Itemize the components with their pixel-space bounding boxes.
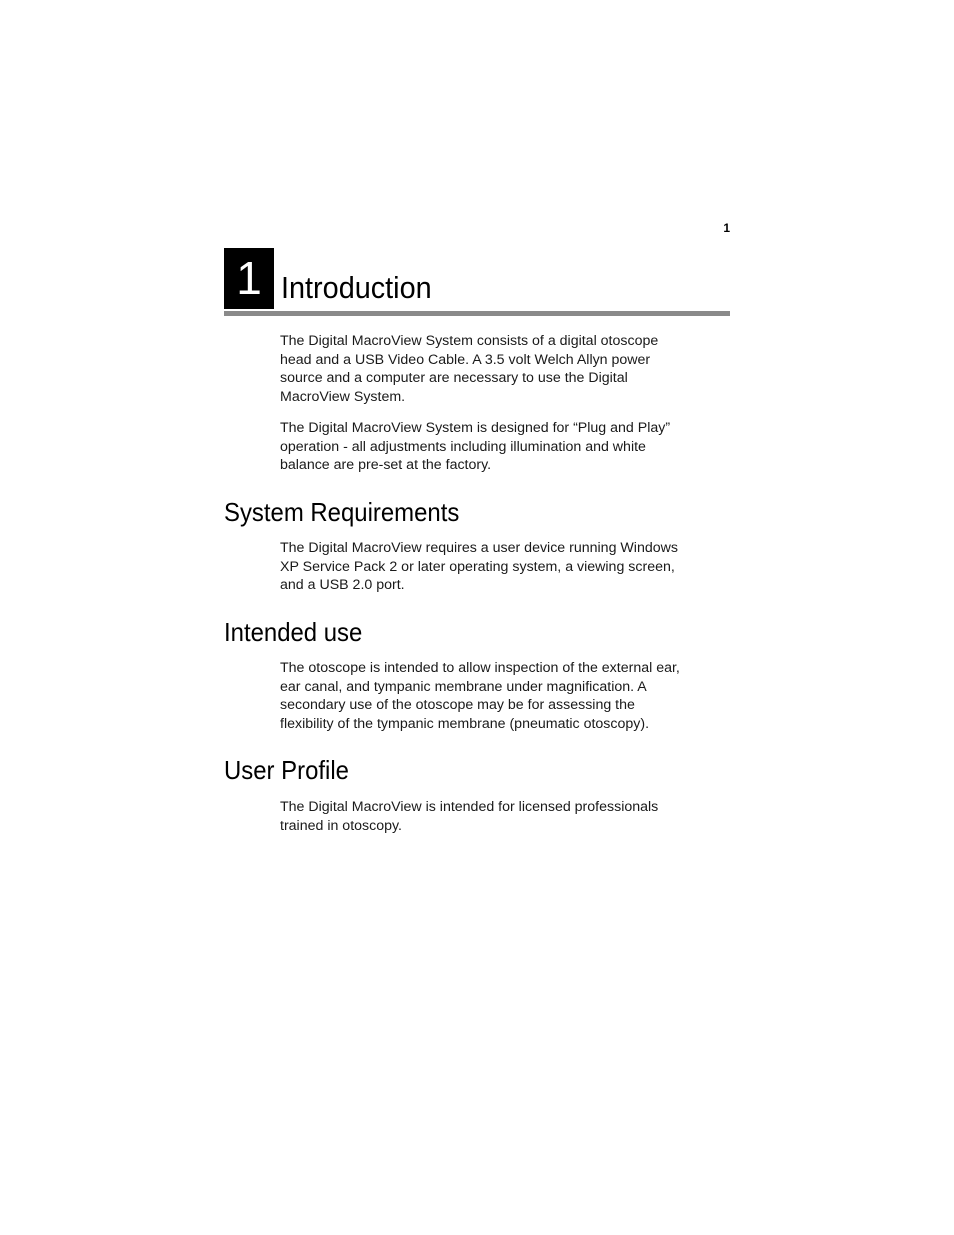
page-number: 1 [723, 221, 730, 235]
section-body-intended-use: The otoscope is intended to allow inspection of the external ear, ear canal, and tympanic membrane under magnification. A secondary use of the otoscope may be for assessing the flexibility of the tympanic membrane (pneumatic otoscopy). [280, 660, 680, 732]
section-heading-intended-use: Intended use [224, 617, 363, 647]
section-heading-system-requirements: System Requirements [224, 497, 460, 527]
chapter-number-box: 1 [224, 248, 274, 309]
chapter-title: Introduction [281, 270, 432, 305]
chapter-divider [224, 311, 730, 316]
intro-paragraph-2: The Digital MacroView System is designed for “Plug and Play” operation - all adjustments including illumination and white balance are pre-set at the factory. [280, 420, 671, 474]
section-body-user-profile: The Digital MacroView is intended for licensed professionals trained in otoscopy. [280, 799, 659, 834]
chapter-header [224, 248, 730, 318]
section-body-system-requirements: The Digital MacroView requires a user device running Windows XP Service Pack 2 or later operating system, a viewing screen, and a USB 2.0 port. [280, 540, 678, 594]
section-heading-user-profile: User Profile [224, 755, 349, 785]
intro-paragraph-1: The Digital MacroView System consists of a digital otoscope head and a USB Video Cable. A 3.5 volt Welch Allyn power source and a computer are necessary to use the Digital MacroView System. [280, 333, 659, 405]
